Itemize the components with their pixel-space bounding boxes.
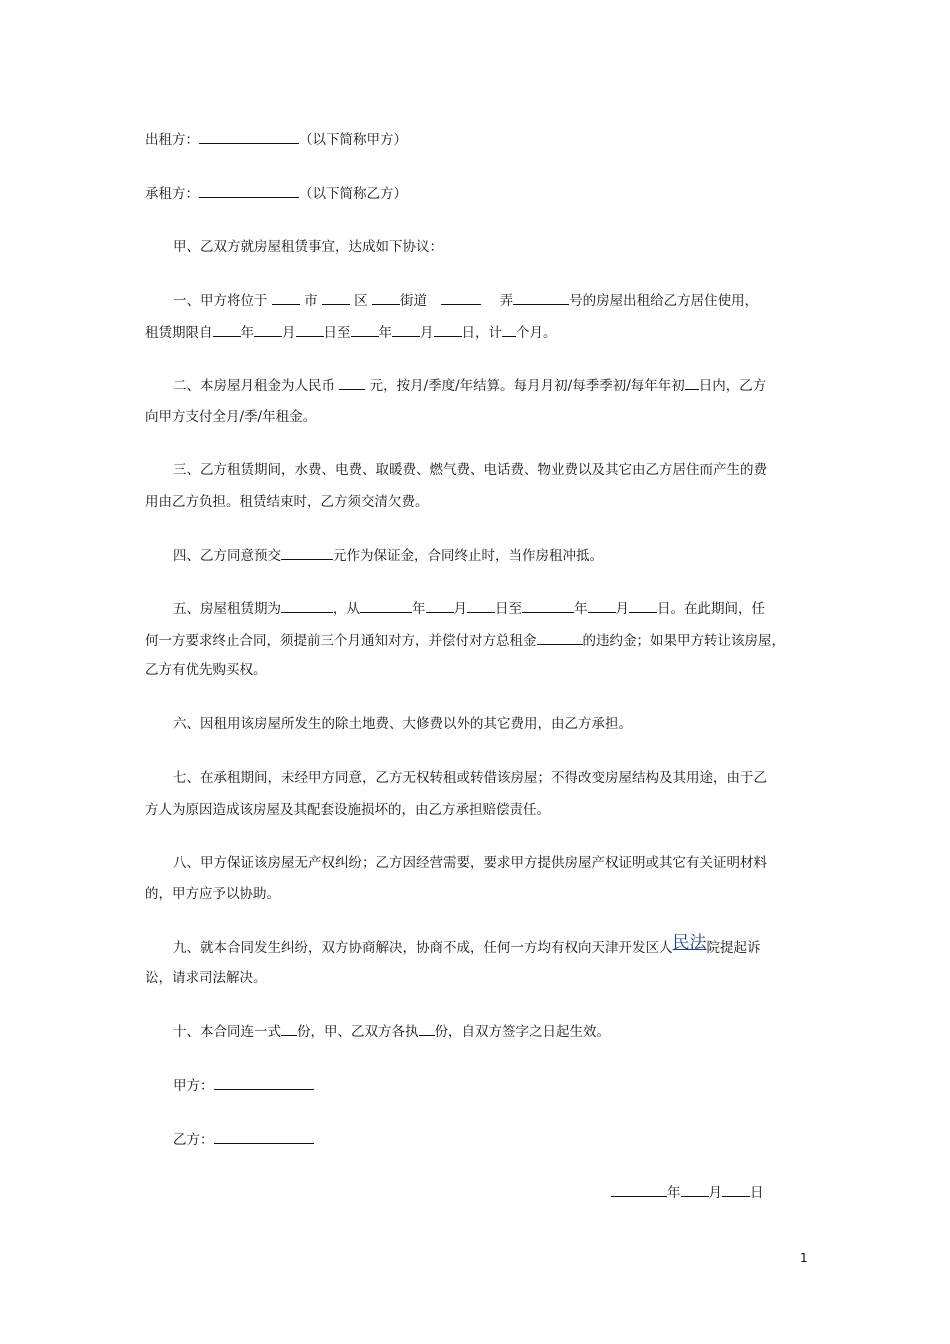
deposit-blank[interactable]: [281, 547, 333, 560]
clause-5-line-1: [173, 600, 810, 617]
civil-law-link[interactable]: 民法: [672, 933, 707, 953]
clause-10-text-a: 十、本合同连一式: [173, 1024, 281, 1040]
clause-1-text-e: 弄: [495, 293, 514, 309]
clause-1-line-1: [173, 292, 810, 309]
clause-4-line-1: [173, 547, 810, 564]
lane-blank[interactable]: [441, 292, 481, 305]
page-number: 1: [800, 1251, 808, 1265]
clause-1-text-n: 个月。: [516, 325, 557, 341]
date-month-label: 月: [708, 1185, 722, 1201]
party-a-sign-blank[interactable]: [214, 1077, 314, 1090]
sign-day-blank[interactable]: [722, 1184, 750, 1197]
city-blank[interactable]: [272, 292, 300, 305]
term-blank[interactable]: [281, 600, 333, 613]
clause-2-line-2: 向甲方支付全月/季/年租金。: [145, 409, 317, 425]
start-month-blank[interactable]: [254, 324, 282, 337]
clause-1-text-k: 年: [378, 325, 392, 341]
clause-1-text-c: 区: [349, 293, 372, 309]
clause-9-line-1: [173, 933, 810, 956]
clause-5-text-f: 年: [574, 601, 588, 617]
district-blank[interactable]: [322, 292, 350, 305]
clause-10-text-b: 份，甲、乙双方各执: [297, 1024, 419, 1040]
clause-1-text-g: 租赁期限自: [145, 325, 213, 341]
clause-1-text-j: 日至: [323, 325, 351, 341]
clause-5-text-a: 五、房屋租赁期为: [173, 601, 281, 617]
clause-3-line-1: 三、乙方租赁期间，水费、电费、取暖费、燃气费、电话费、物业费以及其它由乙方居住而产生的费: [173, 462, 767, 478]
sign-month-blank[interactable]: [681, 1184, 709, 1197]
clause-5-text-e: 日至: [495, 601, 522, 617]
clause-5-line-2: [145, 632, 810, 649]
clause-10-line-1: [173, 1023, 810, 1040]
term-end-day-blank[interactable]: [629, 600, 657, 613]
clause-7-line-1: 七、在承租期间，未经甲方同意，乙方无权转租或转借该房屋；不得改变房屋结构及其用途，由于乙: [173, 770, 767, 786]
clause-5-text-b: ，从: [333, 601, 360, 617]
clause-2-text-b: 元，按月/季度/年结算。每月月初/每季季初/每年年初: [365, 378, 685, 394]
date-day-label: 日: [750, 1185, 764, 1201]
lessee-label: 承租方：: [145, 186, 199, 202]
rent-blank[interactable]: [339, 377, 365, 390]
clause-9-text-a: 九、就本合同发生纠纷，双方协商解决，协商不成，任何一方均有权向天津开发区人: [173, 940, 673, 956]
clause-8-line-2: 的，甲方应予以协助。: [145, 886, 280, 902]
party-b-sign-line: [173, 1131, 810, 1148]
clause-5-text-h: 日。在此期间，任: [657, 601, 765, 617]
clause-5-text-c: 年: [412, 601, 426, 617]
clause-1-text-m: 日，计: [461, 325, 502, 341]
clause-1-text-i: 月: [282, 325, 296, 341]
clause-1-text-a: 一、甲方将位于: [173, 293, 272, 309]
clause-1-text-d: 街道: [399, 293, 432, 309]
lessee-line: [145, 185, 810, 202]
clause-1-text-l: 月: [420, 325, 434, 341]
end-month-blank[interactable]: [392, 324, 420, 337]
clause-9-line-2: 讼，请求司法解决。: [145, 970, 267, 986]
clause-5-text-g: 月: [615, 601, 629, 617]
lessor-line: [145, 131, 810, 148]
clause-5-text-j: 的违约金；如果甲方转让该房屋，: [582, 633, 785, 649]
end-year-blank[interactable]: [351, 324, 379, 337]
lessee-note: （以下简称乙方）: [299, 186, 407, 202]
clause-10-text-c: 份，自双方签字之日起生效。: [434, 1024, 610, 1040]
lessor-blank[interactable]: [199, 131, 299, 144]
party-b-sign-blank[interactable]: [214, 1131, 314, 1144]
clause-8-line-1: 八、甲方保证该房屋无产权纠纷；乙方因经营需要，要求甲方提供房屋产权证明或其它有关证明材料: [173, 855, 767, 871]
term-end-month-blank[interactable]: [588, 600, 616, 613]
clause-3-line-2: 用由乙方负担。租赁结束时，乙方须交清欠费。: [145, 494, 429, 510]
lessee-blank[interactable]: [199, 185, 299, 198]
clause-1-line-2: [145, 324, 810, 341]
clause-5-line-3: 乙方有优先购买权。: [145, 662, 267, 678]
date-year-label: 年: [667, 1185, 681, 1201]
sign-year-blank[interactable]: [611, 1184, 667, 1197]
clause-5-text-d: 月: [453, 601, 467, 617]
clause-6-line-1: 六、因租用该房屋所发生的除土地费、大修费以外的其它费用，由乙方承担。: [173, 716, 632, 732]
clause-5-text-i: 何一方要求终止合同，须提前三个月通知对方，并偿付对方总租金: [145, 633, 537, 649]
party-b-label: 乙方：: [173, 1132, 214, 1148]
copies-blank[interactable]: [281, 1023, 297, 1036]
clause-9-text-b: 院提起诉: [706, 940, 761, 956]
months-blank[interactable]: [502, 324, 516, 337]
pay-days-blank[interactable]: [685, 377, 699, 390]
start-year-blank[interactable]: [213, 324, 241, 337]
clause-1-text-h: 年: [240, 325, 254, 341]
each-copies-blank[interactable]: [419, 1023, 435, 1036]
clause-2-text-c: 日内，乙方: [698, 378, 767, 394]
clause-1-text-f: 号的房屋出租给乙方居住使用，: [569, 293, 759, 309]
start-day-blank[interactable]: [296, 324, 324, 337]
street-blank[interactable]: [372, 292, 400, 305]
clause-4-text-a: 四、乙方同意预交: [173, 548, 281, 564]
clause-4-text-b: 元作为保证金，合同终止时，当作房租冲抵。: [333, 548, 603, 564]
clause-2-text-a: 二、本房屋月租金为人民币: [173, 378, 340, 394]
term-start-month-blank[interactable]: [426, 600, 454, 613]
party-a-sign-line: [173, 1077, 810, 1094]
date-line: [611, 1184, 811, 1201]
clause-2-line-1: [173, 377, 810, 394]
lessor-label: 出租方：: [145, 132, 199, 148]
term-start-year-blank[interactable]: [360, 600, 412, 613]
clause-7-line-2: 方人为原因造成该房屋及其配套设施损坏的，由乙方承担赔偿责任。: [145, 802, 550, 818]
lessor-note: （以下简称甲方）: [299, 132, 407, 148]
intro-line: 甲、乙双方就房屋租赁事宜，达成如下协议：: [173, 239, 443, 255]
penalty-blank[interactable]: [537, 632, 583, 645]
number-blank[interactable]: [513, 292, 569, 305]
term-start-day-blank[interactable]: [467, 600, 495, 613]
clause-1-text-b: 市: [299, 293, 322, 309]
end-day-blank[interactable]: [434, 324, 462, 337]
party-a-label: 甲方：: [173, 1078, 214, 1094]
term-end-year-blank[interactable]: [522, 600, 574, 613]
